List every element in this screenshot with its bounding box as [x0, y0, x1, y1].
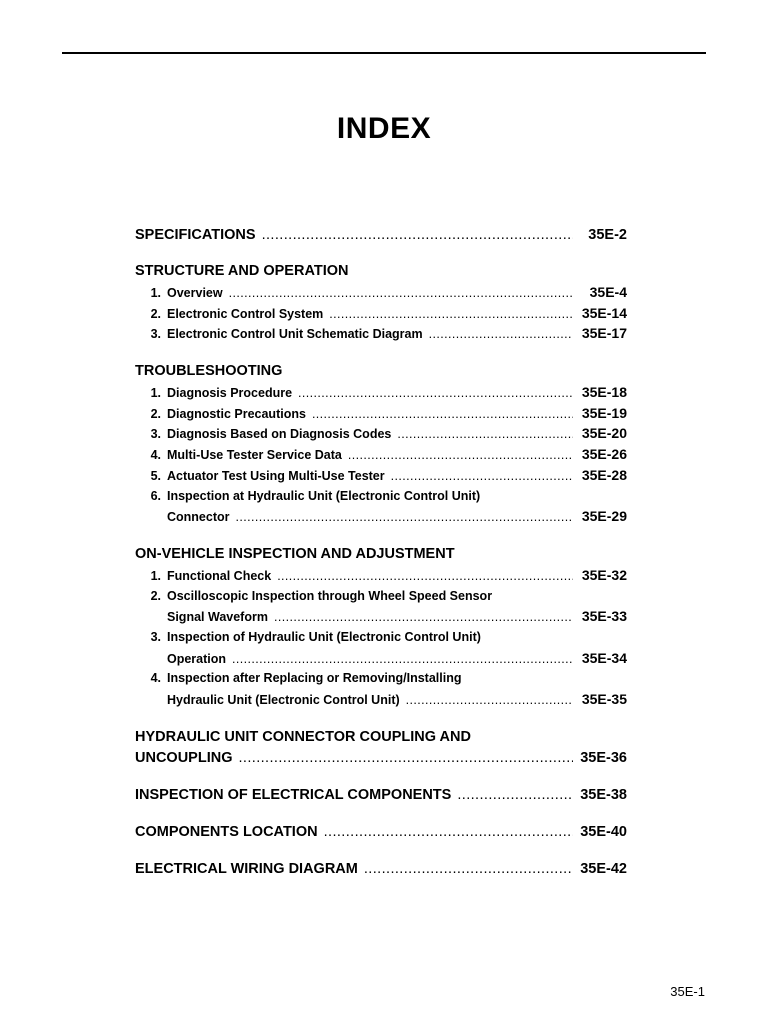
toc-entry-label: COMPONENTS LOCATION — [135, 823, 318, 840]
toc-section-on-vehicle — [135, 544, 627, 710]
toc-entry[interactable] — [135, 303, 627, 324]
toc-entry-components-location[interactable] — [135, 822, 627, 843]
toc-entry-page: 35E-34 — [581, 649, 627, 666]
toc-entry-page: 35E-38 — [580, 786, 627, 803]
toc-section-components-location — [135, 822, 627, 843]
toc-entry-number: 3. — [150, 327, 161, 342]
section-title: ON-VEHICLE INSPECTION AND ADJUSTMENT — [135, 545, 455, 562]
toc-entry-page: 35E-26 — [581, 446, 627, 463]
toc-section-electrical-components — [135, 785, 627, 806]
toc-entry-number: 1. — [150, 568, 161, 583]
toc-entry-label: Oscilloscopic Inspection through Wheel Speed Sensor — [167, 588, 493, 603]
toc-entry-label: Hydraulic Unit (Electronic Control Unit) — [167, 693, 400, 707]
toc-entry-label: Inspection at Hydraulic Unit (Electronic Control Unit) — [167, 488, 481, 503]
toc-entry-label: UNCOUPLING — [135, 749, 233, 766]
toc-entry[interactable] — [135, 403, 627, 424]
toc-entry-continued[interactable] — [135, 506, 627, 527]
leader-dots — [262, 225, 573, 246]
toc-section-structure — [135, 261, 627, 344]
page-title: INDEX — [336, 112, 432, 145]
section-title: STRUCTURE AND OPERATION — [135, 263, 349, 279]
toc-entry-number: 2. — [150, 306, 161, 321]
toc-entry-page: 35E-29 — [581, 508, 627, 525]
leader-dots — [457, 785, 573, 806]
toc-entry[interactable] — [135, 323, 627, 344]
toc-entry-label: Connector — [167, 510, 230, 525]
toc-section-troubleshooting — [135, 361, 627, 527]
toc-entry-label: Electronic Control System — [167, 306, 324, 321]
toc-entry[interactable] — [135, 486, 627, 507]
leader-dots — [277, 566, 573, 587]
toc-entry-page: 35E-18 — [581, 384, 627, 401]
leader-dots — [329, 304, 573, 325]
toc-entry-number: 4. — [150, 671, 161, 686]
toc-entry-label: Inspection after Replacing or Removing/Installing — [167, 671, 462, 686]
toc-entry-label: Signal Waveform — [167, 610, 268, 625]
leader-dots — [312, 404, 573, 425]
toc-entry-number: 6. — [150, 488, 161, 503]
toc-entry-number: 3. — [150, 427, 161, 442]
toc-entry[interactable] — [135, 282, 627, 303]
toc-entry-number: 3. — [150, 629, 161, 644]
toc-entry-label: Electronic Control Unit Schematic Diagram — [167, 327, 423, 342]
toc-section-specifications — [135, 225, 627, 246]
top-rule — [62, 52, 706, 54]
leader-dots — [348, 445, 573, 466]
toc-entry-page: 35E-17 — [581, 325, 627, 342]
toc-entry-specifications[interactable] — [135, 225, 627, 246]
footer-page-number: 35E-1 — [670, 984, 705, 999]
toc-entry-continued[interactable] — [135, 689, 627, 710]
leader-dots — [397, 424, 573, 445]
toc-entry-label: Diagnosis Procedure — [167, 386, 293, 401]
toc-entry-number: 1. — [150, 386, 161, 401]
toc-entry-electrical-components[interactable] — [135, 785, 627, 806]
leader-dots — [406, 690, 573, 711]
toc-entry-label: Multi-Use Tester Service Data — [167, 448, 342, 463]
toc-section-connector-coupling — [135, 727, 627, 769]
toc-entry-connector-coupling[interactable] — [135, 748, 627, 769]
toc-entry-page: 35E-14 — [581, 304, 627, 321]
toc-entry-page: 35E-2 — [588, 227, 627, 243]
leader-dots — [232, 649, 573, 670]
leader-dots — [274, 607, 573, 628]
toc-entry-continued[interactable] — [135, 648, 627, 669]
toc-entry-label: ELECTRICAL WIRING DIAGRAM — [135, 860, 358, 877]
toc-entry-label: Actuator Test Using Multi-Use Tester — [167, 468, 385, 483]
leader-dots — [298, 383, 573, 404]
toc-entry-page: 35E-40 — [580, 823, 627, 840]
toc-entry[interactable] — [135, 465, 627, 486]
leader-dots — [324, 822, 573, 843]
toc-entry-page: 35E-4 — [589, 284, 627, 300]
toc-entry-wiring-diagram[interactable] — [135, 859, 627, 880]
toc-entry[interactable] — [135, 382, 627, 403]
toc-entry[interactable] — [135, 423, 627, 444]
toc-entry-label: Inspection of Hydraulic Unit (Electronic Control Unit) — [167, 629, 481, 644]
toc-entry-label: Diagnostic Precautions — [167, 406, 306, 421]
section-title: TROUBLESHOOTING — [135, 363, 283, 380]
leader-dots — [364, 859, 573, 880]
toc-entry-page: 35E-28 — [581, 466, 627, 483]
toc-entry[interactable] — [135, 668, 627, 689]
leader-dots — [236, 507, 574, 528]
toc-entry-page: 35E-35 — [581, 691, 627, 707]
table-of-contents — [135, 225, 627, 896]
leader-dots — [238, 748, 573, 769]
toc-entry-page: 35E-36 — [580, 749, 627, 766]
toc-entry-number: 5. — [150, 468, 161, 483]
toc-entry[interactable] — [135, 444, 627, 465]
toc-entry-number: 4. — [150, 448, 161, 463]
toc-entry[interactable] — [135, 586, 627, 607]
toc-entry-label: INSPECTION OF ELECTRICAL COMPONENTS — [135, 786, 452, 803]
toc-entry-page: 35E-32 — [581, 566, 627, 583]
toc-entry-page: 35E-19 — [581, 404, 627, 421]
toc-entry-page: 35E-20 — [581, 425, 627, 442]
toc-section-wiring-diagram — [135, 859, 627, 880]
leader-dots — [429, 324, 573, 345]
toc-entry-label: HYDRAULIC UNIT CONNECTOR COUPLING AND — [135, 728, 471, 745]
toc-entry-page: 35E-33 — [581, 608, 627, 625]
toc-entry-label: SPECIFICATIONS — [135, 227, 256, 243]
toc-entry-label: Operation — [167, 651, 227, 666]
toc-entry-number: 1. — [150, 286, 161, 300]
toc-entry-label: Diagnosis Based on Diagnosis Codes — [167, 427, 392, 442]
toc-entry-number: 2. — [150, 406, 161, 421]
toc-entry[interactable] — [135, 627, 627, 648]
toc-entry-continued[interactable] — [135, 606, 627, 627]
toc-entry-label: Overview — [167, 286, 223, 300]
toc-entry-number: 2. — [150, 588, 161, 603]
toc-entry-label: Functional Check — [167, 568, 272, 583]
leader-dots — [391, 466, 573, 487]
toc-entry[interactable] — [135, 565, 627, 586]
leader-dots — [229, 283, 573, 304]
toc-entry-page: 35E-42 — [580, 860, 627, 877]
